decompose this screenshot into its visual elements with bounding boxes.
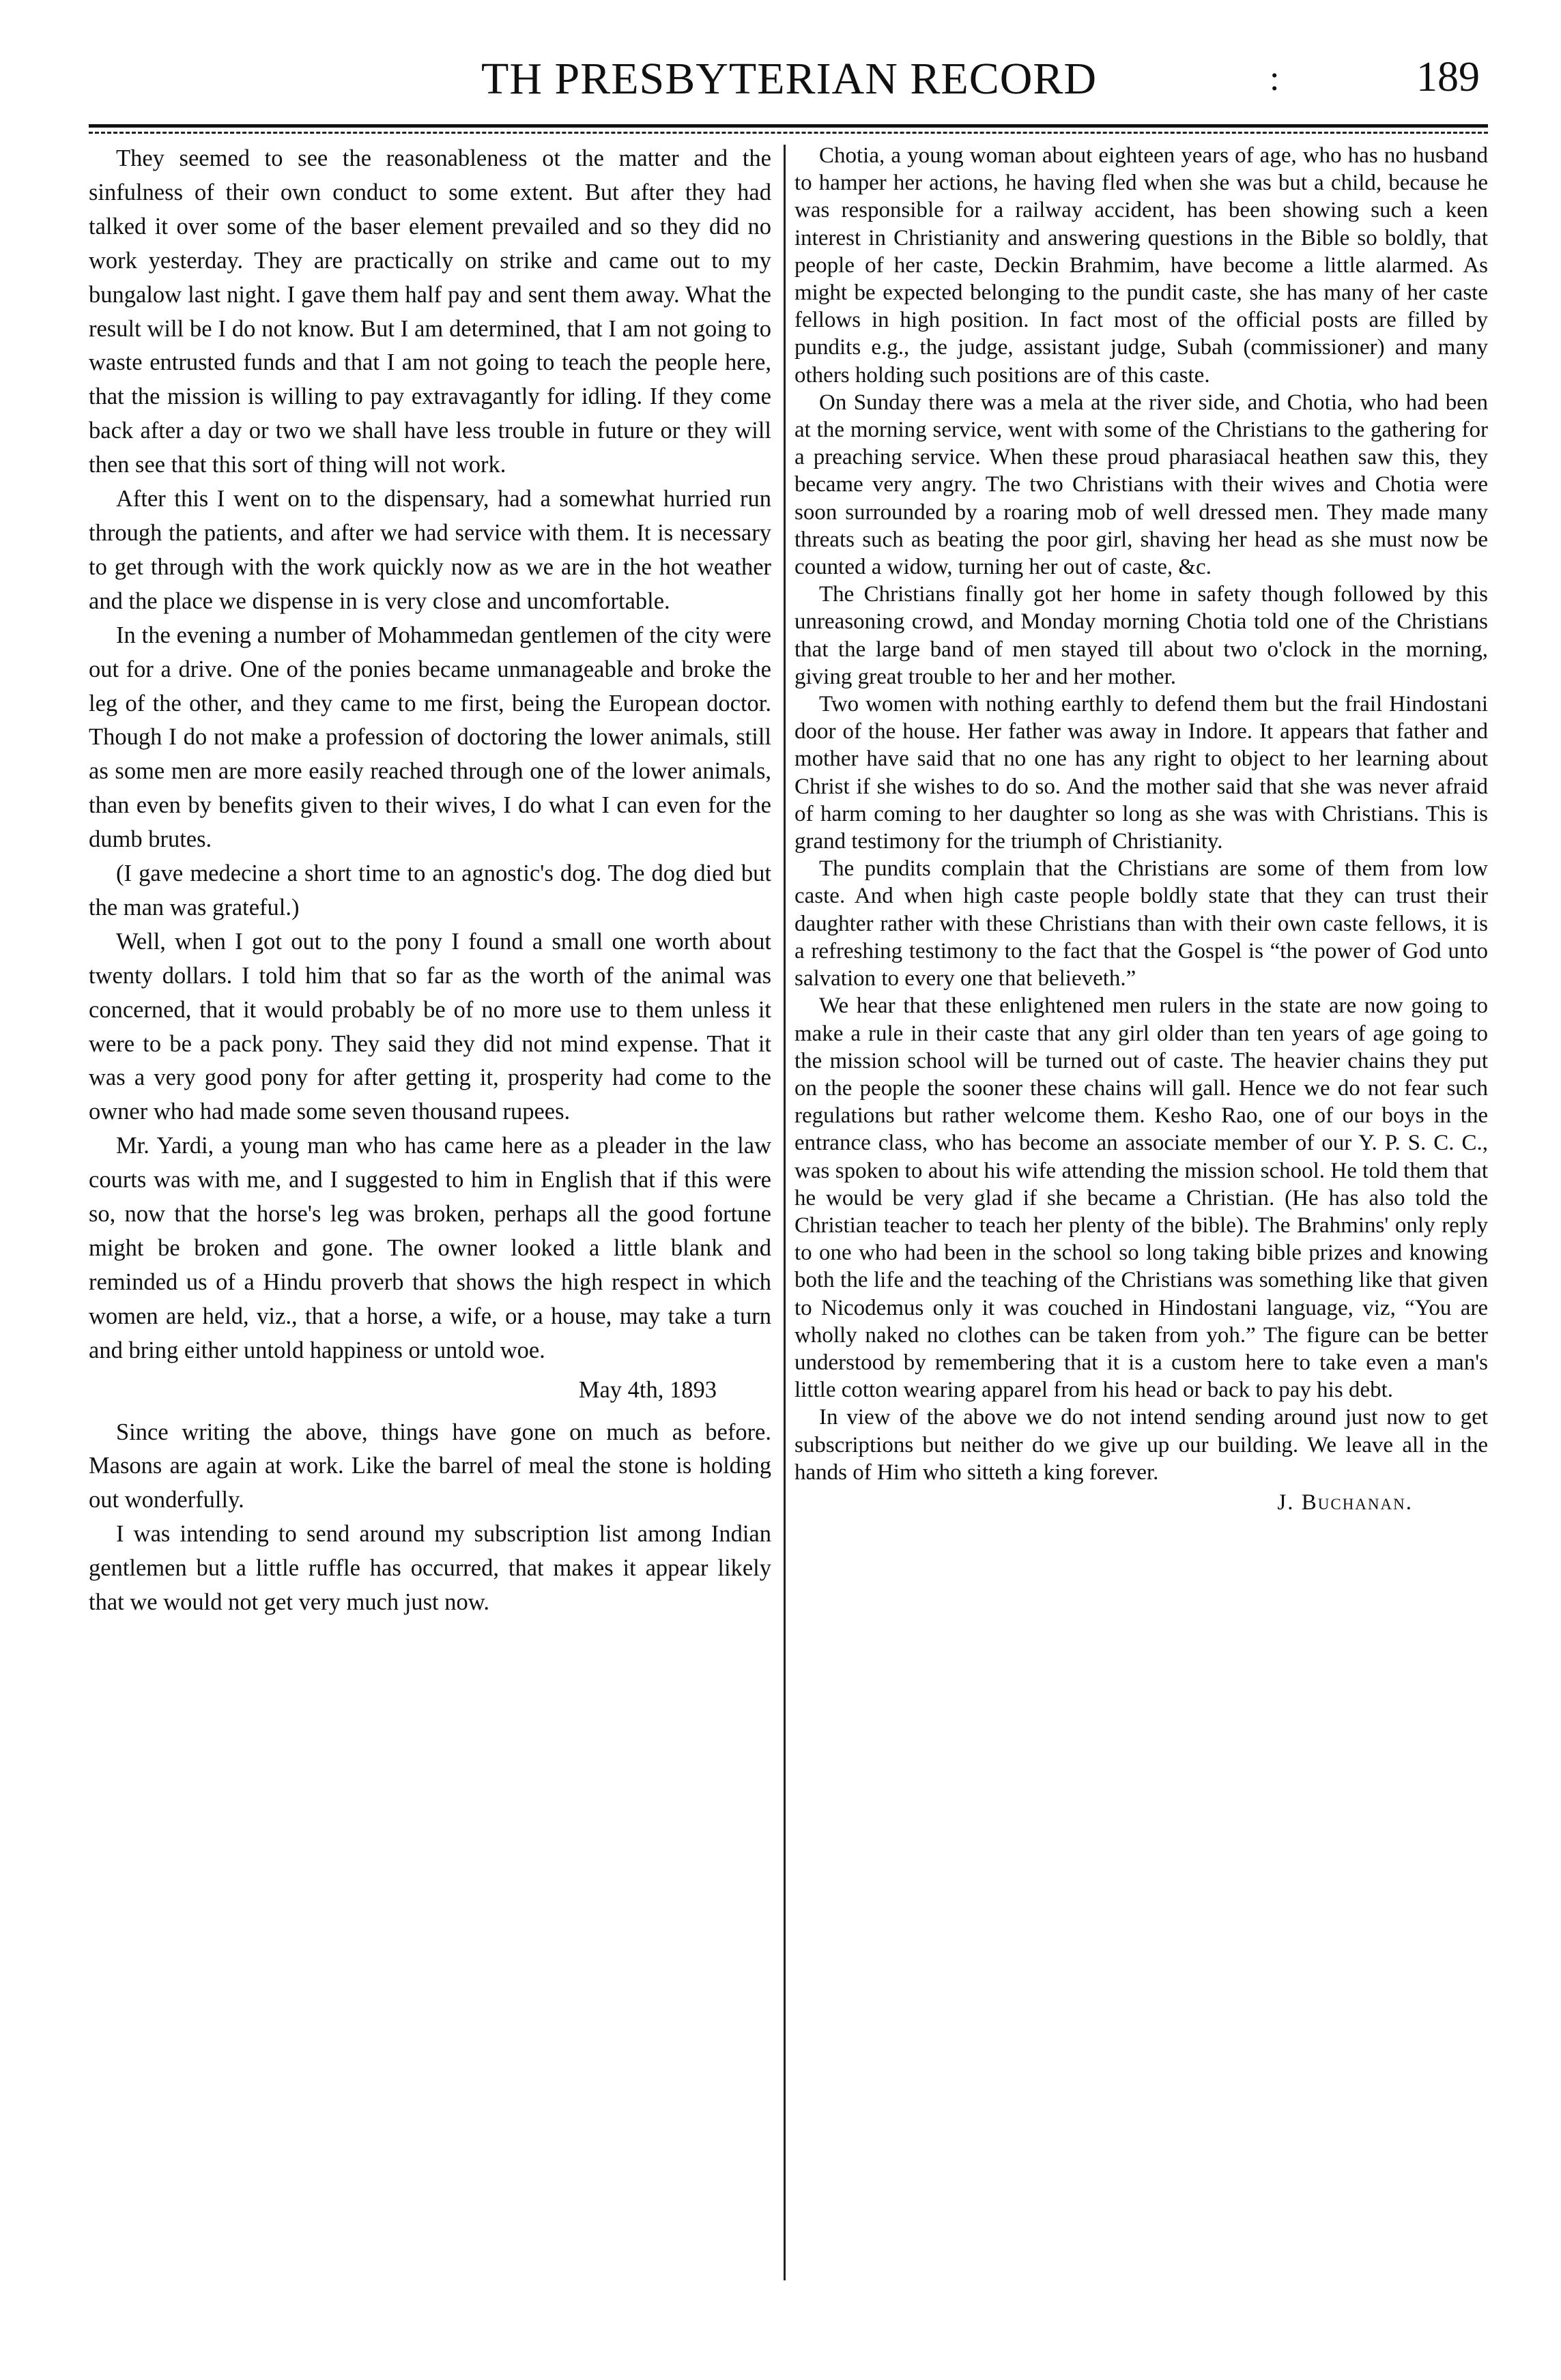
right-paragraph: The Christians finally got her home in safety though followed by this unreasoning crowd, and Monday morning Chotia told one of the Christians that the large band of men stayed till about two o'clock in the morning, giving great trouble to her and her mother. <box>794 582 1488 689</box>
left-paragraph: Since writing the above, things have gone on much as before. Masons are again at work. Like the barrel of meal the stone is holding out wonderfully. <box>89 1419 771 1513</box>
right-paragraph: Two women with nothing earthly to defend them but the frail Hindostani door of the house. Her father was away in Indore. It appears that father and mother have said that no one has any right to object to her learning about Christ if she wishes to do so. And the mother said that she was never afraid of harm coming to her daughter so long as she was with Christians. This is grand testimony for the triumph of Christianity. <box>794 692 1488 854</box>
author-signature: J. Buchanan. <box>1277 1490 1413 1515</box>
header-separator: : <box>1270 59 1280 98</box>
left-paragraph: Mr. Yardi, a young man who has came here as a pleader in the law courts was with me, and I suggested to him in English that if this were so, now that the horse's leg was broken, perhaps all the good fortune might be broken and gone. The owner looked a little blank and reminded us of a Hindu proverb that shows the high respect in which women are held, viz., that a horse, a wife, or a house, may take a turn and bring either untold happiness or untold woe. <box>89 1133 771 1363</box>
right-paragraph: The pundits complain that the Christians are some of them from low caste. And when high caste people boldly state that they can trust their daughter rather with these Christians than with their own caste fellows, it is a refreshing testimony to the fact that the Gospel is “the power of God unto salvation to every one that believeth.” <box>794 856 1488 991</box>
left-column <box>89 142 771 2298</box>
page-number: 189 <box>1416 54 1480 100</box>
left-paragraph: I was intending to send around my subscription list among Indian gentlemen but a little ruffle has occurred, that makes it appear likely that we would not get very much just now. <box>89 1521 771 1616</box>
journal-title: TH PRESBYTERIAN RECORD <box>481 54 1098 104</box>
page-header <box>89 35 1488 117</box>
right-column <box>794 142 1488 2298</box>
left-paragraph: Well, when I got out to the pony I found a small one worth about twenty dollars. I told him that so far as the worth of the animal was concerned, that it would probably be of no more use to them unless it were to be a pack pony. They said they did not mind expense. That it was a very good pony for after getting it, prosperity had come to the owner who had made some seven thousand rupees. <box>89 928 771 1125</box>
right-paragraph: On Sunday there was a mela at the river side, and Chotia, who had been at the morning service, went with some of the Christians to the gathering for a preaching service. When these proud pharasiacal heathen saw this, they became very angry. The two Christians with their wives and Chotia were soon surrounded by a roaring mob of well dressed men. They made many threats such as beating the poor girl, shaving her head as she must now be counted a widow, turning her out of caste, &c. <box>794 390 1488 580</box>
header-rule-thick <box>89 124 1488 128</box>
header-rule-dashed <box>89 132 1488 134</box>
left-paragraph: They seemed to see the reasonableness ot the matter and the sinfulness of their own conduct to some extent. But after they had talked it over some of the baser element prevailed and so they did no work yesterday. They are practically on strike and came out to my bungalow last night. I gave them half pay and sent them away. What the result will be I do not know. But I am determined, that I am not going to waste entrusted funds and that I am not going to teach the people here, that the mission is willing to pay extravagantly for idling. If they come back after a day or two we shall have less trouble in future or they will then see that this sort of thing will not work. <box>89 145 771 478</box>
right-paragraph: In view of the above we do not intend sending around just now to get subscriptions but neither do we give up our building. We leave all in the hands of Him who sitteth a king forever. <box>794 1405 1488 1485</box>
left-paragraph: (I gave medecine a short time to an agnostic's dog. The dog died but the man was grateful.) <box>89 860 771 920</box>
column-divider <box>784 145 786 2280</box>
dateline: May 4th, 1893 <box>578 1376 717 1403</box>
left-paragraph: In the evening a number of Mohammedan gentlemen of the city were out for a drive. One of the ponies became unmanageable and broke the leg of the other, and they came to me first, being the European doctor. Though I do not make a profession of doctoring the lower animals, still as some men are more easily reached through one of the lower animals, than even by benefits given to their wives, I do what I can even for the dumb brutes. <box>89 622 771 853</box>
left-paragraph: After this I went on to the dispensary, had a somewhat hurried run through the patients, and after we had service with them. It is necessary to get through with the work quickly now as we are in the hot weather and the place we dispense in is very close and uncomfortable. <box>89 486 771 614</box>
right-paragraph: Chotia, a young woman about eighteen years of age, who has no husband to hamper her actions, he having fled when she was but a child, because he was responsible for a railway accident, has been showing such a keen interest in Christianity and answering questions in the Bible so boldly, that people of her caste, Deckin Brahmim, have become a little alarmed. As might be expected belonging to the pundit caste, she has many of her caste fellows in high position. In fact most of the official posts are filled by pundits e.g., the judge, assistant judge, Subah (commissioner) and many others holding such positions are of this caste. <box>794 143 1488 388</box>
right-paragraph: We hear that these enlightened men rulers in the state are now going to make a rule in their caste that any girl older than ten years of age going to the mission school will be turned out of caste. The heavier chains they put on the people the sooner these chains will gall. Hence we do not fear such regulations but rather welcome them. Kesho Rao, one of our boys in the entrance class, who has become an associate member of our Y. P. S. C. C., was spoken to about his wife attending the mission school. He told them that he would be very glad if she became a Christian. (He has also told the Christian teacher to teach her plenty of the bible). The Brahmins' only reply to one who had been in the school so long taking bible prizes and knowing both the life and the teaching of the Christians was something like that given to Nicodemus only it was couched in Hindostani language, viz, “You are wholly naked no clothes can be taken from yoh.” The figure can be better understood by remembering that it is a custom here to take even a man's little cotton wearing apparel from his head or back to pay his debt. <box>794 993 1488 1403</box>
